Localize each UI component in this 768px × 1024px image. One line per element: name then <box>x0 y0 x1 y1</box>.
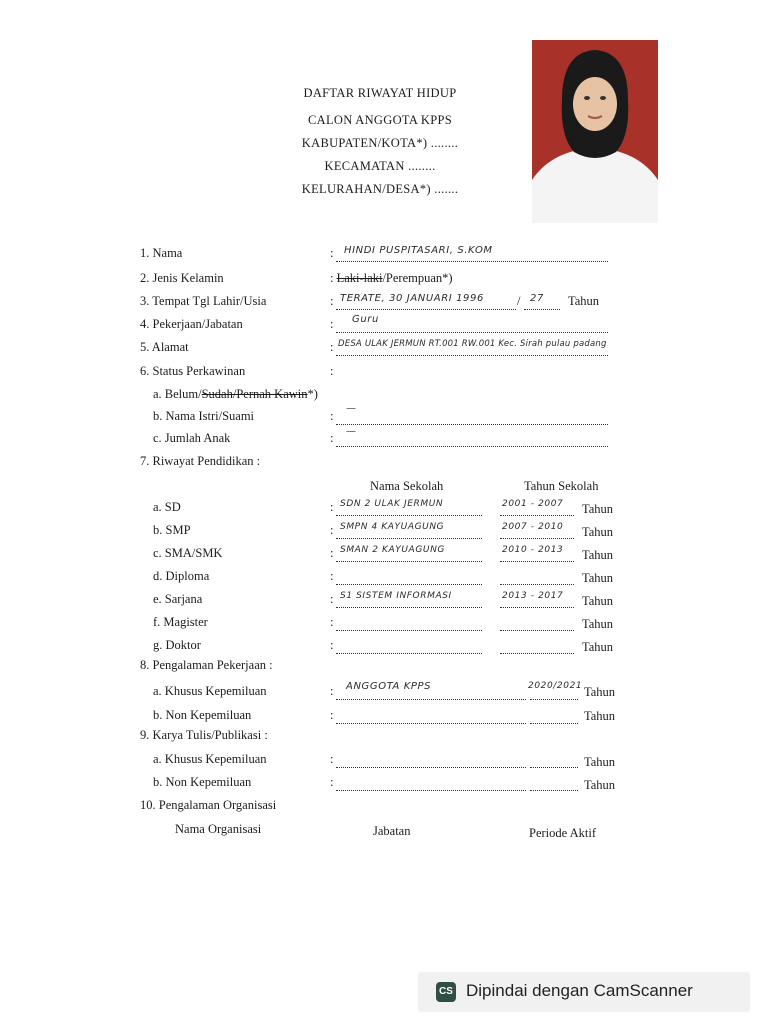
colon: : <box>330 317 334 331</box>
work-field[interactable] <box>336 709 526 724</box>
alamat-value: DESA ULAK JERMUN RT.001 RW.001 Kec. Sirah pulau padang <box>338 339 607 349</box>
karya-tahun-field[interactable] <box>530 753 578 768</box>
ttl-value: TERATE, 30 JANUARI 1996 <box>340 293 484 304</box>
edu-sekolah-value: SMAN 2 KAYUAGUNG <box>340 545 445 555</box>
work-tahun-unit: Tahun <box>584 685 616 699</box>
work-label: b. Non Kepemiluan <box>153 708 252 722</box>
edu-tahun-field[interactable] <box>500 639 574 654</box>
applicant-photo <box>532 40 658 223</box>
col-jabatan: Jabatan <box>373 824 411 838</box>
edu-label: a. SD <box>153 500 181 514</box>
work-tahun-field[interactable] <box>530 709 578 724</box>
jenis-kelamin-value: : Laki-laki/Perempuan*) <box>330 271 453 285</box>
edu-label: g. Doktor <box>153 638 201 652</box>
label-karya-tulis: 9. Karya Tulis/Publikasi : <box>140 728 268 742</box>
col-periode-aktif: Periode Aktif <box>529 826 597 840</box>
work-tahun-value: 2020/2021 <box>528 681 583 691</box>
camscanner-watermark <box>418 972 750 1012</box>
jumlah-anak-value: — <box>346 426 357 437</box>
edu-label: c. SMA/SMK <box>153 546 223 560</box>
jumlah-anak-field[interactable] <box>336 432 608 447</box>
edu-tahun-value: 2001 - 2007 <box>502 499 564 509</box>
label-pengalaman-pekerjaan: 8. Pengalaman Pekerjaan : <box>140 658 273 672</box>
colon: : <box>330 409 334 423</box>
doc-subtitle: CALON ANGGOTA KPPS <box>307 113 452 127</box>
karya-label: b. Non Kepemiluan <box>153 775 252 789</box>
karya-label: a. Khusus Kepemiluan <box>153 752 267 766</box>
slash: / <box>517 294 521 308</box>
col-nama-organisasi: Nama Organisasi <box>175 822 262 836</box>
work-label: a. Khusus Kepemiluan <box>153 684 267 698</box>
colon: : <box>330 569 334 583</box>
label-jumlah-anak: c. Jumlah Anak <box>153 431 231 445</box>
work-tahun-unit: Tahun <box>584 709 616 723</box>
karya-field[interactable] <box>336 776 526 791</box>
nama-istri-suami-value: — <box>346 403 357 414</box>
work-value: ANGGOTA KPPS <box>346 681 432 692</box>
edu-label: d. Diploma <box>153 569 210 583</box>
kecamatan-line: KECAMATAN ........ <box>324 159 436 173</box>
label-pendidikan: 7. Riwayat Pendidikan : <box>140 454 261 468</box>
camscanner-text: Dipindai dengan CamScanner <box>466 981 693 1000</box>
kabupaten-line: KABUPATEN/KOTA*) ........ <box>301 136 459 150</box>
colon: : <box>330 638 334 652</box>
label-status: 6. Status Perkawinan <box>140 364 246 378</box>
nama-istri-suami-field[interactable] <box>336 410 608 425</box>
karya-field[interactable] <box>336 753 526 768</box>
colon: : <box>330 775 334 789</box>
edu-tahun-unit: Tahun <box>582 548 614 562</box>
label-organisasi: 10. Pengalaman Organisasi <box>140 798 277 812</box>
status-a: a. Belum/Sudah/Pernah Kawin*) <box>153 387 318 401</box>
edu-tahun-unit: Tahun <box>582 571 614 585</box>
label-ttl: 3. Tempat Tgl Lahir/Usia <box>140 294 267 308</box>
edu-tahun-unit: Tahun <box>582 640 614 654</box>
colon: : <box>330 684 334 698</box>
edu-label: e. Sarjana <box>153 592 203 606</box>
colon: : <box>330 592 334 606</box>
karya-tahun-unit: Tahun <box>584 755 616 769</box>
edu-tahun-value: 2013 - 2017 <box>502 591 564 601</box>
colon: : <box>330 340 334 354</box>
edu-tahun-unit: Tahun <box>582 594 614 608</box>
edu-sekolah-value: SMPN 4 KAYUAGUNG <box>340 522 445 532</box>
edu-sekolah-field[interactable] <box>336 616 482 631</box>
colon: : <box>330 431 334 445</box>
label-jenis-kelamin: 2. Jenis Kelamin <box>140 271 224 285</box>
edu-tahun-unit: Tahun <box>582 617 614 631</box>
edu-tahun-unit: Tahun <box>582 525 614 539</box>
label-pekerjaan: 4. Pekerjaan/Jabatan <box>140 317 243 331</box>
edu-tahun-value: 2007 - 2010 <box>502 522 564 532</box>
colon: : <box>330 246 334 260</box>
karya-tahun-unit: Tahun <box>584 778 616 792</box>
col-nama-sekolah: Nama Sekolah <box>370 479 444 493</box>
colon: : <box>330 752 334 766</box>
pekerjaan-value: Guru <box>352 314 379 325</box>
karya-tahun-field[interactable] <box>530 776 578 791</box>
edu-sekolah-value: S1 SISTEM INFORMASI <box>340 591 452 601</box>
edu-tahun-value: 2010 - 2013 <box>502 545 564 555</box>
colon: : <box>330 294 334 308</box>
edu-tahun-unit: Tahun <box>582 502 614 516</box>
colon: : <box>330 615 334 629</box>
label-nama-istri-suami: b. Nama Istri/Suami <box>153 409 255 423</box>
colon: : <box>330 364 334 378</box>
kelurahan-line: KELURAHAN/DESA*) ....... <box>301 182 459 196</box>
colon: : <box>330 500 334 514</box>
doc-title: DAFTAR RIWAYAT HIDUP <box>303 86 457 100</box>
edu-sekolah-field[interactable] <box>336 570 482 585</box>
edu-sekolah-value: SDN 2 ULAK JERMUN <box>340 499 444 509</box>
nama-value: HINDI PUSPITASARI, S.KOM <box>344 245 493 256</box>
colon: : <box>330 546 334 560</box>
colon: : <box>330 708 334 722</box>
edu-tahun-field[interactable] <box>500 616 574 631</box>
label-alamat: 5. Alamat <box>140 340 189 354</box>
edu-tahun-field[interactable] <box>500 570 574 585</box>
col-tahun-sekolah: Tahun Sekolah <box>524 479 599 493</box>
usia-value: 27 <box>530 293 544 304</box>
label-nama: 1. Nama <box>140 246 183 260</box>
edu-sekolah-field[interactable] <box>336 639 482 654</box>
edu-label: f. Magister <box>153 615 208 629</box>
colon: : <box>330 523 334 537</box>
portrait-illustration <box>532 40 658 223</box>
edu-label: b. SMP <box>153 523 191 537</box>
usia-unit: Tahun <box>568 294 600 308</box>
camscanner-icon: CS <box>436 982 456 1002</box>
